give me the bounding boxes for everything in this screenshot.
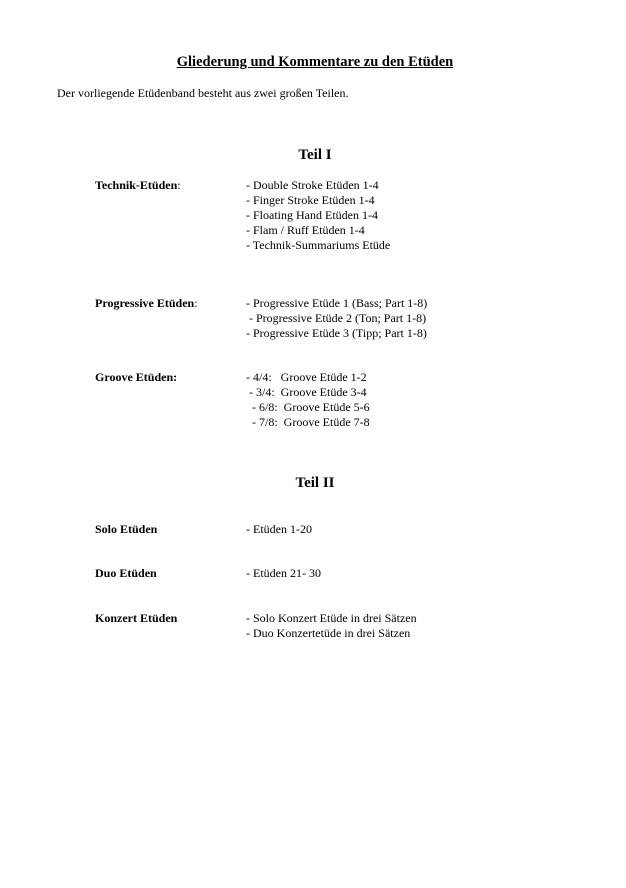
list-item: - Floating Hand Etüden 1-4 — [246, 208, 378, 222]
entry-list — [246, 522, 312, 537]
section-label-colon: : — [177, 178, 181, 192]
entry-list — [246, 296, 427, 341]
section-label: Technik-Etüden — [95, 178, 178, 192]
list-item: - 4/4: Groove Etüde 1-2 — [246, 370, 367, 384]
entry-list — [246, 370, 370, 430]
list-item: - Solo Konzert Etüde in drei Sätzen — [246, 611, 417, 625]
section-label: Progressive Etüden — [95, 296, 195, 310]
entry-list — [246, 566, 321, 581]
list-item: - Finger Stroke Etüden 1-4 — [246, 193, 375, 207]
list-item: - Flam / Ruff Etüden 1-4 — [246, 223, 365, 237]
list-item: - Progressive Etüde 2 (Ton; Part 1-8) — [246, 311, 427, 325]
section-label: Solo Etüden — [95, 522, 158, 536]
list-item: - 7/8: Groove Etüde 7-8 — [246, 415, 370, 429]
entry-list — [246, 611, 417, 641]
part-2-heading: Teil II — [295, 475, 335, 491]
section-label-colon: : — [194, 296, 198, 310]
list-item: - Progressive Etüde 3 (Tipp; Part 1-8) — [246, 326, 427, 340]
list-item: - 6/8: Groove Etüde 5-6 — [246, 400, 370, 414]
list-item: - Etüden 1-20 — [246, 522, 312, 536]
page-title: Gliederung und Kommentare zu den Etüden — [176, 54, 454, 70]
entry-list — [246, 178, 390, 253]
section-label: Duo Etüden — [95, 566, 157, 580]
list-item: - 3/4: Groove Etüde 3-4 — [246, 385, 367, 399]
list-item: - Duo Konzertetüde in drei Sätzen — [246, 626, 411, 640]
section-label: Groove Etüden: — [95, 370, 178, 384]
list-item: - Double Stroke Etüden 1-4 — [246, 178, 379, 192]
section-label: Konzert Etüden — [95, 611, 178, 625]
list-item: - Progressive Etüde 1 (Bass; Part 1-8) — [246, 296, 428, 310]
intro-paragraph: Der vorliegende Etüdenband besteht aus zwei großen Teilen. — [57, 86, 349, 100]
list-item: - Etüden 21- 30 — [246, 566, 321, 580]
part-1-heading: Teil I — [298, 147, 332, 163]
list-item: - Technik-Summariums Etüde — [246, 238, 391, 252]
